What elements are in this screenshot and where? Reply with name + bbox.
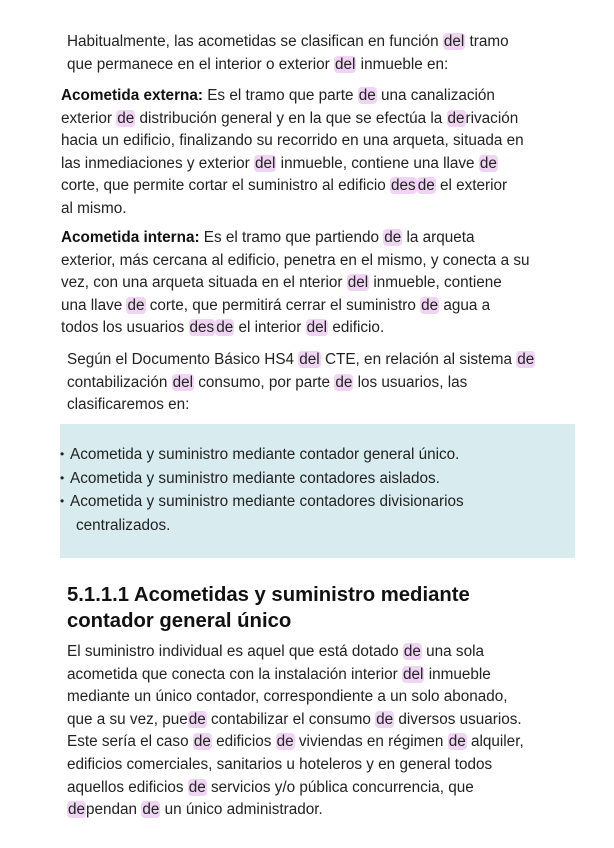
- highlighted-word: de: [403, 643, 421, 660]
- text-fragment: al mismo.: [61, 199, 127, 217]
- text-fragment: el exterior: [435, 177, 508, 195]
- highlighted-word: del: [403, 665, 424, 683]
- highlighted-word: del: [172, 373, 194, 391]
- list-item-text: Acometida y suministro mediante contadores aislados.: [70, 469, 440, 487]
- highlighted-word: de: [421, 296, 439, 314]
- highlighted-word: de: [384, 229, 402, 246]
- text-fragment: viviendas en régimen: [294, 733, 448, 751]
- highlighted-word: des: [189, 319, 215, 337]
- highlighted-word: de: [188, 710, 206, 728]
- highlighted-word: de: [142, 801, 160, 819]
- highlighted-word: de: [276, 733, 294, 751]
- bullet-icon: •: [60, 447, 65, 461]
- text-fragment: inmueble: [424, 665, 491, 683]
- highlighted-word: de: [376, 710, 394, 728]
- list-item-continuation: centralizados.: [76, 516, 171, 534]
- highlighted-word: de: [335, 373, 353, 391]
- text-fragment: servicios y/o pública concurrencia, que: [206, 778, 474, 796]
- text-fragment: aquellos edificios: [67, 778, 188, 796]
- highlighted-word: de: [358, 87, 376, 104]
- highlighted-word: de: [448, 733, 466, 751]
- text-fragment: edificios comerciales, sanitarios u hoteleros y en general todos: [67, 755, 493, 773]
- list-item: [60, 443, 565, 467]
- list-item-text: Acometida y suministro mediante contador general único.: [70, 446, 460, 463]
- highlighted-word: de: [417, 177, 435, 195]
- text-fragment: hacia un edificio, finalizando su recorrido en una arqueta, situada en: [61, 132, 524, 150]
- text-fragment: exterior: [61, 109, 117, 127]
- list-item: [60, 467, 565, 491]
- classification-list: [60, 443, 565, 537]
- highlighted-word: de: [517, 351, 535, 368]
- highlighted-word: de: [447, 109, 465, 127]
- text-fragment: diversos usuarios.: [394, 710, 522, 728]
- text-fragment: distribución general y en la que se efectúa la: [135, 109, 447, 127]
- text-fragment: inmueble, contiene una llave: [276, 154, 479, 172]
- highlighted-word: de: [127, 296, 145, 314]
- text-fragment: Es el tramo que parte: [202, 87, 358, 104]
- highlighted-word: del: [443, 33, 465, 50]
- text-fragment: los usuarios, las: [353, 373, 468, 391]
- bullet-icon: •: [60, 470, 65, 485]
- text-fragment: vez, con una arqueta situada en el nterior: [61, 274, 347, 292]
- text-fragment: corte, que permite cortar el suministro al edificio: [61, 177, 391, 195]
- text-fragment: Habitualmente, las acometidas se clasifican en función: [67, 33, 443, 50]
- highlighted-word: del: [255, 154, 276, 172]
- highlighted-word: de: [216, 319, 234, 337]
- text-fragment: alquiler,: [466, 733, 524, 751]
- text-fragment: Este sería el caso: [67, 733, 193, 751]
- text-fragment: un único administrador.: [160, 801, 323, 819]
- text-fragment: que permanece en el interior o exterior: [67, 55, 334, 73]
- text-fragment: contabilización: [67, 373, 172, 391]
- text-fragment: mediante un único contador, correspondiente a un solo abonado,: [67, 688, 508, 706]
- highlighted-word: de: [68, 801, 86, 819]
- text-fragment: inmueble, contiene: [369, 274, 502, 292]
- text-fragment: pendan: [86, 801, 142, 819]
- intro-paragraph: [67, 31, 575, 76]
- text-fragment: edificios: [211, 733, 276, 751]
- list-item-text: Acometida y suministro mediante contadores divisionarios: [70, 493, 464, 510]
- text-fragment: todos los usuarios: [61, 319, 189, 337]
- highlighted-word: del: [347, 274, 369, 292]
- highlighted-word: del: [335, 55, 356, 73]
- term-label: Acometida interna:: [61, 229, 200, 246]
- highlighted-word: del: [299, 351, 320, 368]
- text-fragment: corte, que permitirá cerrar el suministro: [145, 296, 421, 314]
- section-title-line2: contador general único: [67, 610, 292, 632]
- text-fragment: inmueble en:: [356, 55, 449, 73]
- text-fragment: exterior, más cercana al edificio, penetra en el mismo, y conecta a su: [61, 251, 530, 269]
- text-fragment: las inmediaciones y exterior: [61, 154, 254, 172]
- text-fragment: tramo: [465, 33, 509, 50]
- section-heading: [67, 582, 567, 634]
- acometida-externa-paragraph: [61, 85, 581, 221]
- bullet-icon: •: [60, 494, 65, 508]
- highlighted-word: del: [306, 319, 328, 337]
- text-fragment: CTE, en relación al sistema: [320, 351, 517, 368]
- text-fragment: que a su vez, pue: [67, 710, 188, 728]
- acometida-interna-paragraph: [61, 227, 581, 340]
- highlighted-word: de: [193, 733, 211, 751]
- text-fragment: El suministro individual es aquel que está dotado: [67, 643, 403, 660]
- text-fragment: edificio.: [328, 319, 385, 337]
- text-fragment: agua a: [439, 296, 491, 314]
- section-title-line1: Acometidas y suministro mediante: [133, 584, 470, 606]
- segun-documento-paragraph: [67, 349, 575, 417]
- text-fragment: contabilizar el consumo: [206, 710, 376, 728]
- suministro-individual-paragraph: [67, 641, 575, 822]
- list-item: [60, 490, 565, 537]
- classification-box: [60, 424, 575, 558]
- text-fragment: una canalización: [376, 87, 495, 104]
- highlighted-word: des: [391, 177, 416, 195]
- text-fragment: acometida que conecta con la instalación interior: [67, 665, 403, 683]
- text-fragment: clasificaremos en:: [67, 396, 190, 414]
- text-fragment: una llave: [61, 296, 127, 314]
- highlighted-word: de: [188, 778, 206, 796]
- highlighted-word: de: [117, 109, 135, 127]
- text-fragment: Según el Documento Básico HS4: [67, 351, 299, 368]
- text-fragment: rivación: [465, 109, 519, 127]
- text-fragment: consumo, por parte: [194, 373, 335, 391]
- term-label: Acometida externa:: [61, 87, 203, 104]
- text-fragment: Es el tramo que partiendo: [199, 229, 384, 246]
- text-fragment: el interior: [234, 319, 306, 337]
- text-fragment: una sola: [421, 643, 484, 660]
- text-fragment: la arqueta: [402, 229, 475, 246]
- highlighted-word: de: [479, 154, 497, 172]
- section-number: 5.1.1.1: [67, 584, 130, 606]
